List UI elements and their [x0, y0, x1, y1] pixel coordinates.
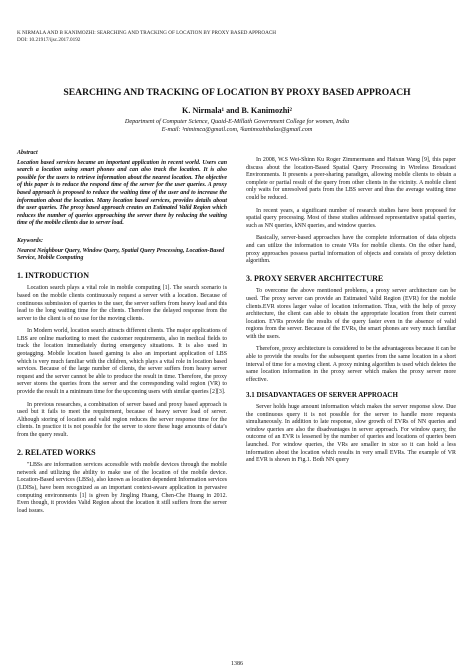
right-column — [246, 157, 456, 470]
abstract-text: Location based services became an important application in recent world. Users can search a location using smart phones and can also track the location. It is also possible for the users to retrieve information about the nearest location. The objective of this paper is to reduce the respond time of the server for the user queries. A proxy based approach is proposed to reduce the waiting time of the user and to increase the information about the location. Many location based services, provides details about the user queries. The proxy based approach creates an Estimated Valid Region which reduces the number of queries approaching the server there by reducing the waiting time of the mobile clients due to server load. — [17, 159, 227, 227]
paragraph: "LBSs are information services accessible with mobile devices through the mobile network and utilizing the ability to make use of the location of the mobile device. Location-Based services (LBSs), also known as location dependent Information services (LDISs), have been recognized as an important context-aware application in pervasive computing environments [1] is given by Jingling Huang, Chen-Che Huang in 2012. Even though, it provides Valid Region about the location it still suffers from the server load issues. — [17, 462, 227, 514]
affiliation: Department of Computer Science, Quaid-E-Millath Government College for women, India — [124, 118, 350, 125]
paragraph: To overcome the above mentioned problems, a proxy server architecture can be used. The proxy server can provide an Estimated Valid Region (EVR) for the mobile clients.EVR stores larger value of location information. Thus, with the help of proxy architecture, the client can able to obtain the appropriate location from their current location. EVRs provide the results of the query faster even in the absence of valid regions from the server. Because of the EVRs, the smart phones are very much familiar with the users. — [246, 288, 456, 340]
section-heading-introduction: 1. INTRODUCTION — [17, 270, 90, 280]
paragraph: Basically, server-based approaches have the complete information of data objects and can utilize the information to create VRs for mobile clients. On the other hand, proxy approaches possess partial information of objects and consists of proxy deletion algorithm. — [246, 235, 456, 265]
paragraph: Server holds huge amount information which makes the server response slow. Due the continuous query it is not possible for the server to handle more requests simultaneously. In addition to late response, slow growth of EVRs of NN queries and window queries are also the disadvantages in server approach. For window query, the outcome of an EVR is lessened by the number of queries and locations of queries been launched. For window queries, the VRs are smaller in size so it can hold a less information about the location which results in very small EVRs. The example of VR and EVR is shown in Fig.1. Both NN query — [246, 404, 456, 464]
author-line: K. Nirmala¹ and B. Kanimozhi² — [182, 106, 292, 115]
paragraph: Therefore, proxy architecture is considered to be the advantageous because it can be able to provide the results for the subsequent queries from the same location in a short interval of time for a moving client. A proxy mining algorithm is used which deletes the same location information in the proxy server which makes the proxy server more effective. — [246, 346, 456, 383]
running-header — [17, 30, 276, 44]
section-heading-proxy-architecture: 3. PROXY SERVER ARCHITECTURE — [246, 273, 384, 283]
running-header-title: K NIRMALA AND B KANIMOZHI: SEARCHING AND TRACKING OF LOCATION BY PROXY BASED APPROACH — [17, 30, 277, 36]
affiliation-block — [0, 118, 474, 134]
abstract-heading: Abstract — [17, 150, 38, 156]
paragraph: In recent years, a significant number of research studies have been proposed for spatial query processing. Most of these studies addressed representative spatial queries, such as NN queries, kNN queries, and window queries. — [246, 207, 456, 229]
keywords-heading: Keywords: — [17, 237, 43, 244]
doi-line: DOI: 10.21917/ijsc.2017.0192 — [17, 37, 81, 43]
subsection-heading-disadvantages: 3.1 DISADVANTAGES OF SERVER APPROACH — [246, 391, 398, 400]
page-number: 1386 — [231, 661, 243, 667]
paragraph: In Modern world, location search attracts different clients. The major applications of LBS are online marketing to meet the customer requirements, also in medical fields to track the location immediately during emergency situations. It is also used in geotagging. Mobile location based gaming is also an important application of LBS which is very much familiar with the children, which plays a vital role in location based services. Because of the large number of clients, the server suffers from heavy server request and the server cannot be able to produce the result in time. Therefore, the proxy server stores the queries from the server and the corresponding valid region (VR) to provide the result in a minimum time for the upcoming users with similar queries [2][3]. — [17, 328, 227, 396]
email-line: E-mail: ¹nimimca@gmail.com, ²kanimozhibalas@gmail.com — [161, 126, 313, 133]
section-heading-related-works: 2. RELATED WORKS — [17, 447, 96, 457]
paragraph: In 2008, W.S Wei-Shinn Ku Roger Zimmermann and Haixun Wang [9], this paper discuss about the location-Based Spatial Query Processing in Wireless Broadcast Environments. It presents a peer-sharing paradigm, allowing mobile clients to obtain a complete or partial result of the query from other clients in the vicinity. A mobile client only waits for unresolved parts from the LBS server and thus the average waiting time could be reduced. — [246, 157, 456, 201]
keywords-text: Nearest Neighbour Query, Window Query, Spatial Query Processing, Location-Based Service, Mobile Computing — [17, 247, 225, 262]
paragraph: Location search plays a vital role in mobile computing [1]. The search scenario is based on the mobile clients continuously request a server with a location. Because of continuous submission of queries to the user, the server suffers from heavy load and this lead to the long waiting time for the clients. Therefore the delayed response from the server to the client is of no use for the moving clients. — [17, 285, 227, 322]
paragraph: In previous researches, a combination of server based and proxy based approach is used but it fails to meet the requirement, because of heavy server load of server. Although storing of location and valid region reduces the server response time for the clients. In practice it is not possible for the server to store these huge amounts of data’s from the query result. — [17, 401, 227, 438]
paper-title: SEARCHING AND TRACKING OF LOCATION BY PROXY BASED APPROACH — [63, 87, 411, 98]
left-column — [17, 150, 227, 520]
